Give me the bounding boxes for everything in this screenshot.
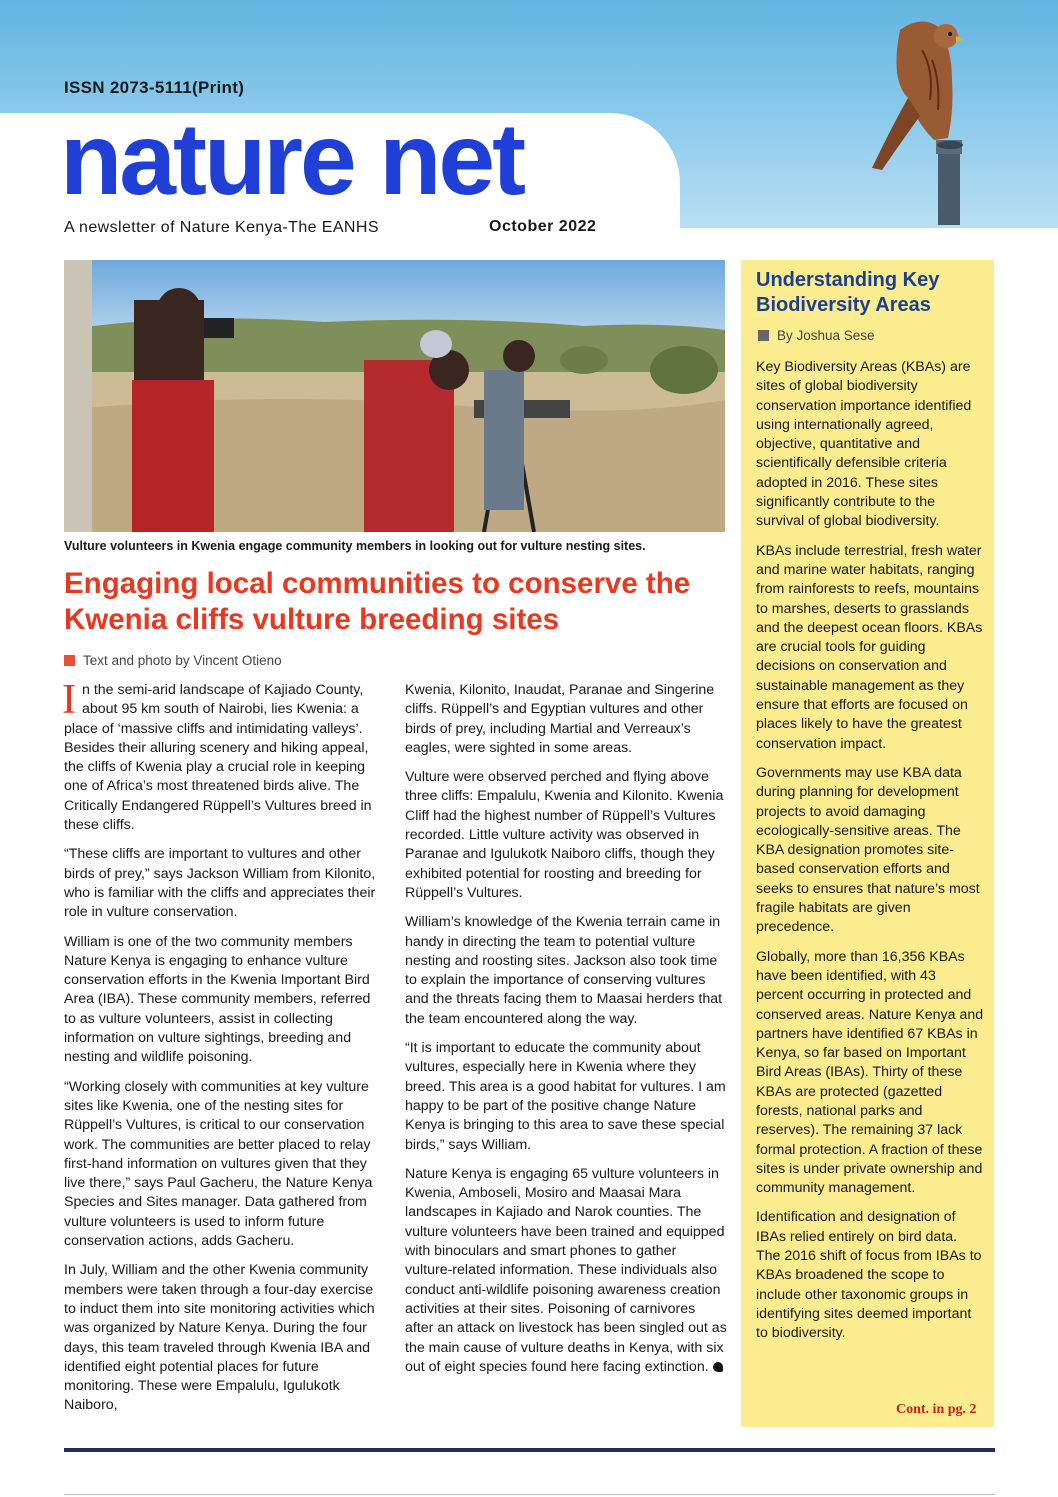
photo-caption: Vulture volunteers in Kwenia engage community members in looking out for vulture nesting sites. [64, 539, 646, 553]
issue-date: October 2022 [489, 218, 597, 235]
kestrel-on-post-image [860, 10, 970, 225]
sidebar-body [756, 358, 984, 1354]
article-paragraph [405, 1165, 727, 1377]
article-paragraph: In July, William and the other Kwenia community members were taken through a four-day exercise to induct them into site monitoring activities which was organized by Nature Kenya. During the four days, this team traveled through Kwenia IBA and identified eight potential places for future monitoring. These were Empalulu, Igulukotk Naiboro, [64, 1262, 375, 1414]
issn-number: ISSN 2073-5111(Print) [64, 78, 245, 97]
sidebar-paragraph: Globally, more than 16,356 KBAs have been identified, with 43 percent occurring in protected and conserved areas. Nature Kenya and partners have identified 67 KBAs in Kenya, so far based on Important Bird Areas (IBAs). Thirty of these KBAs are protected (gazetted forests, national parks and reserves). The remaining 37 lack formal protection. A fraction of these sites is under private ownership and community management. [756, 948, 984, 1197]
article-byline [64, 653, 282, 668]
sidebar-paragraph: Governments may use KBA data during planning for development projects to avoid damaging ecologically-sensitive areas. The KBA designation promotes site-based conservation efforts and seeks to ensures that nature’s most fragile habitats are given precedence. [756, 764, 980, 936]
masthead-title: nature net [60, 102, 524, 216]
continued-link[interactable]: Cont. in pg. 2 [896, 1402, 977, 1417]
sidebar-paragraph: Identification and designation of IBAs relied entirely on bird data. The 2016 shift of focus from IBAs to KBAs broadened the scope to include other taxonomic groups in identifying sites deemed important to biodiversity. [756, 1209, 982, 1342]
article-headline: Engaging local communities to conserve the Kwenia cliffs vulture breeding sites [64, 567, 691, 636]
sidebar-paragraph: Key Biodiversity Areas (KBAs) are sites of global biodiversity conservation importance identified using internationally agreed, objective, quantitative and scientifically defensible criteria adopted in 2016. These sites significantly contribute to the survival of global biodiversity. [756, 359, 972, 530]
article-column-2 [405, 681, 727, 1387]
sidebar-byline [758, 328, 875, 343]
article-paragraph: William is one of the two community members Nature Kenya is engaging to enhance vulture conservation efforts in the Kwenia Important Bird Area (IBA). These community members, referred to as vulture volunteers, assist in collecting information on vulture sightings, breeding and nesting and wildlife poisoning. [64, 933, 371, 1066]
paragraph-text: Nature Kenya is engaging 65 vulture volunteers in Kwenia, Amboseli, Mosiro and Maasai Mara landscapes in Kajiado and Narok counties. The vulture volunteers have been trained and equipped with binoculars and smart phones to gather vulture-related information. These individuals also conduct anti-wildlife poisoning awareness creation activities at their sites. Poisoning of carnivores after an attack on livestock has been singled out as the main cause of vulture deaths in Kenya, with six out of eight species found here facing extinction. [405, 1165, 727, 1375]
article-paragraph: “These cliffs are important to vultures and other birds of prey,” says Jackson William from Kilonito, who is familiar with the cliffs and appreciates their role in vulture conservation. [64, 846, 376, 921]
article-paragraph [62, 677, 386, 835]
byline-marker [758, 330, 769, 341]
sidebar-paragraph: KBAs include terrestrial, fresh water and marine water habitats, ranging from rainforests to reefs, mountains to marshes, deserts to grasslands and the deepest ocean floors. KBAs are crucial tools for guiding decisions on conservation and sustainable management as they ensure that efforts are focused on places likely to have the greatest conservation impact. [756, 542, 983, 752]
end-of-article-icon [713, 1362, 723, 1372]
byline-text: Text and photo by Vincent Otieno [83, 653, 282, 668]
footer-divider [64, 1448, 995, 1452]
article-column-1 [62, 677, 386, 1426]
article-paragraph: Vulture were observed perched and flying above three cliffs: Empalulu, Kwenia and Kilonito. Kwenia Cliff had the highest number of Rüppell’s Vultures recorded. Little vulture activity was observed in Paranae and Igulukotk Naiboro cliffs, though they exhibited potential for roosting and breeding for Rüppell’s Vultures. [405, 769, 724, 901]
feature-photo [64, 260, 725, 532]
newsletter-tagline: A newsletter of Nature Kenya-The EANHS [64, 219, 379, 236]
article-paragraph: Kwenia, Kilonito, Inaudat, Paranae and Singerine cliffs. Rüppell’s and Egyptian vultures and other birds of prey, including Martial and Verreaux’s eagles, were sighted in some areas. [405, 682, 715, 756]
byline-text: By Joshua Sese [777, 328, 875, 343]
paragraph-text: n the semi-arid landscape of Kajiado County, about 95 km south of Nairobi, lies Kwenia: a place of ‘massive cliffs and intimidating valleys’. Besides their alluring scenery and hiking appeal, the cliffs of Kwenia play a crucial role in keeping one of Africa’s most threatened birds alive. The Critically Endangered Rüppell’s Vultures breed in these cliffs. [64, 682, 372, 834]
article-paragraph: “Working closely with communities at key vulture sites like Kwenia, one of the nesting sites for Rüppell’s Vultures, is critical to our conservation work. The communities are better placed to relay first-hand information on vultures given that they live there,” says Paul Gacheru, the Nature Kenya Species and Sites manager. Data gathered from vulture volunteers is used to inform future conservation actions, adds Gacheru. [64, 1078, 373, 1250]
sidebar-title: Understanding Key Biodiversity Areas [756, 269, 940, 316]
article-paragraph: William’s knowledge of the Kwenia terrain came in handy in directing the team to potential vulture nesting and roosting sites. Jackson also took time to explain the importance of conserving vultures and the threats facing them to Maasai herders that the team encountered along the way. [405, 914, 723, 1027]
article-paragraph: “It is important to educate the community about vultures, especially here in Kwenia where they breed. This area is a good habitat for vultures. I am happy to be part of the positive change Nature Kenya is bringing to this area to save these special birds,” says William. [405, 1040, 726, 1153]
byline-marker [64, 655, 75, 666]
page-bottom-line [64, 1494, 995, 1495]
drop-cap: I [62, 677, 76, 723]
